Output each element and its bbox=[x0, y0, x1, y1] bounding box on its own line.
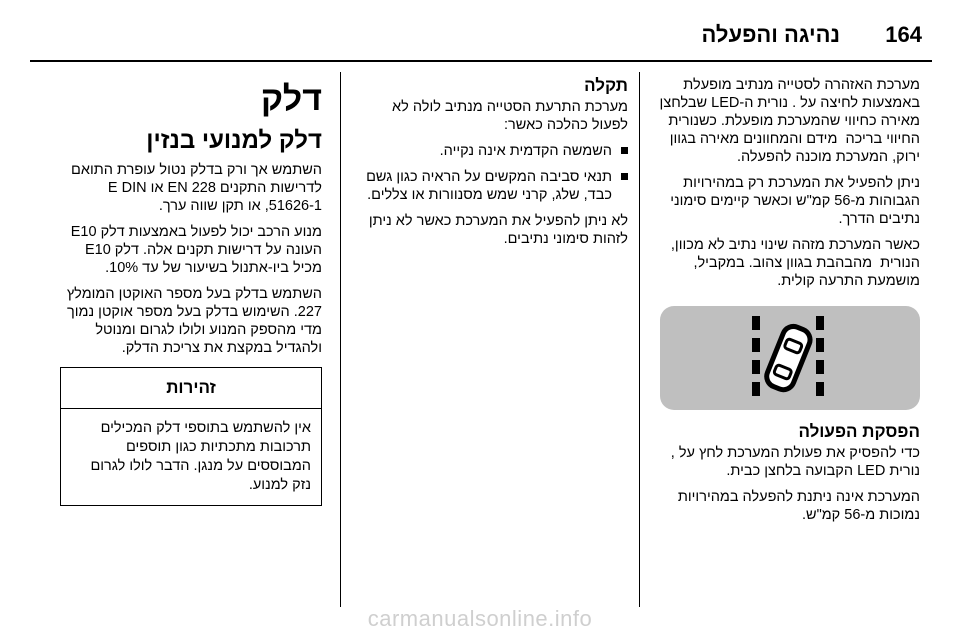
list-item: תנאי סביבה המקשים על הראיה כגון גשם כבד, שלג, קרני שמש מסנוורות או צללים. bbox=[352, 168, 628, 204]
caution-box bbox=[60, 367, 322, 506]
lane-departure-figure bbox=[660, 306, 920, 410]
fault-list bbox=[352, 142, 628, 204]
column-divider-right bbox=[639, 72, 640, 607]
heading-fault: תקלה bbox=[584, 76, 628, 95]
paragraph: ניתן להפעיל את המערכת רק במהירויות הגבוהות מ-56 קמ"ש וכאשר קיימים סימוני נתיבים הדרך. bbox=[670, 175, 920, 227]
lane-departure-icon bbox=[750, 314, 830, 404]
paragraph: השתמש אך ורק בדלק נטול עופרת התואם לדרישות התקנים EN 228 או E DIN 51626-1, או תקן שווה ערך. bbox=[71, 162, 322, 214]
paragraph: מערכת האזהרה לסטייה מנתיב מופעלת באמצעות לחיצה על ⁠. נורית ה-LED שבלחצן מאירה כחיווי שהמערכת מופעלת. כשנורית החיווי בריכה ⁠ מידם והמחוונים מאירה בגוון ירוק, המערכת מוכנה להפעלה. bbox=[659, 77, 920, 165]
column-fault bbox=[352, 76, 628, 256]
heading-fuel: דלק bbox=[260, 80, 322, 118]
paragraph: כאשר המערכת מזהה שינוי נתיב לא מכוון, הנורית ⁠ מהבהבת בגוון צהוב. במקביל, מושמעת התרעה קולית. bbox=[670, 237, 920, 289]
caution-body bbox=[61, 409, 321, 505]
page-title: נהיגה והפעלה bbox=[701, 22, 840, 47]
paragraph: מערכת התרעת הסטייה מנתיב לולה לא לפעול כהלכה כאשר: bbox=[392, 99, 628, 133]
column-lane-departure bbox=[652, 76, 920, 532]
paragraph: כדי להפסיק את פעולת המערכת לחץ על ⁠, נורית LED הקבועה בלחצן כבית. bbox=[670, 445, 920, 479]
paragraph: מנוע הרכב יכול לפעול באמצעות דלק E10 העונה על דרישות תקנים אלה. דלק E10 מכיל ביו-אתנול בשיעור של עד 10%. bbox=[70, 224, 322, 276]
column-divider-left bbox=[340, 72, 341, 607]
paragraph: לא ניתן להפעיל את המערכת כאשר לא ניתן לזהות סימוני נתיבים. bbox=[368, 213, 628, 247]
heading-petrol-fuel: דלק למנועי בנזין bbox=[146, 127, 322, 154]
caution-title: זהירות bbox=[61, 368, 321, 409]
caution-text: אין להשתמש בתוספי דלק המכילים תרכובות מתכתיות כגון תוספים המבוססים על מנגן. הדבר לולו לגרום נזק למנוע. bbox=[90, 420, 311, 493]
paragraph: המערכת אינה ניתנת להפעלה במהירויות נמוכות מ-56 קמ"ש. bbox=[677, 489, 920, 523]
header-divider bbox=[30, 60, 932, 62]
watermark: carmanualsonline.info bbox=[367, 606, 593, 631]
page-number: 164 bbox=[885, 22, 922, 47]
paragraph: השתמש בדלק בעל מספר האוקטן המומלץ ⁠ 227. השימוש בדלק בעל מספר אוקטן נמוך מדי מהספק המנוע ולולו לגרום ומנוטל ולהגדיל במקצת את צריכת הדלק. bbox=[62, 286, 322, 356]
column-fuel bbox=[60, 76, 322, 506]
list-item: השמשה הקדמית אינה נקייה. bbox=[352, 142, 628, 160]
subheading-deactivation: הפסקת הפעולה bbox=[798, 422, 920, 441]
